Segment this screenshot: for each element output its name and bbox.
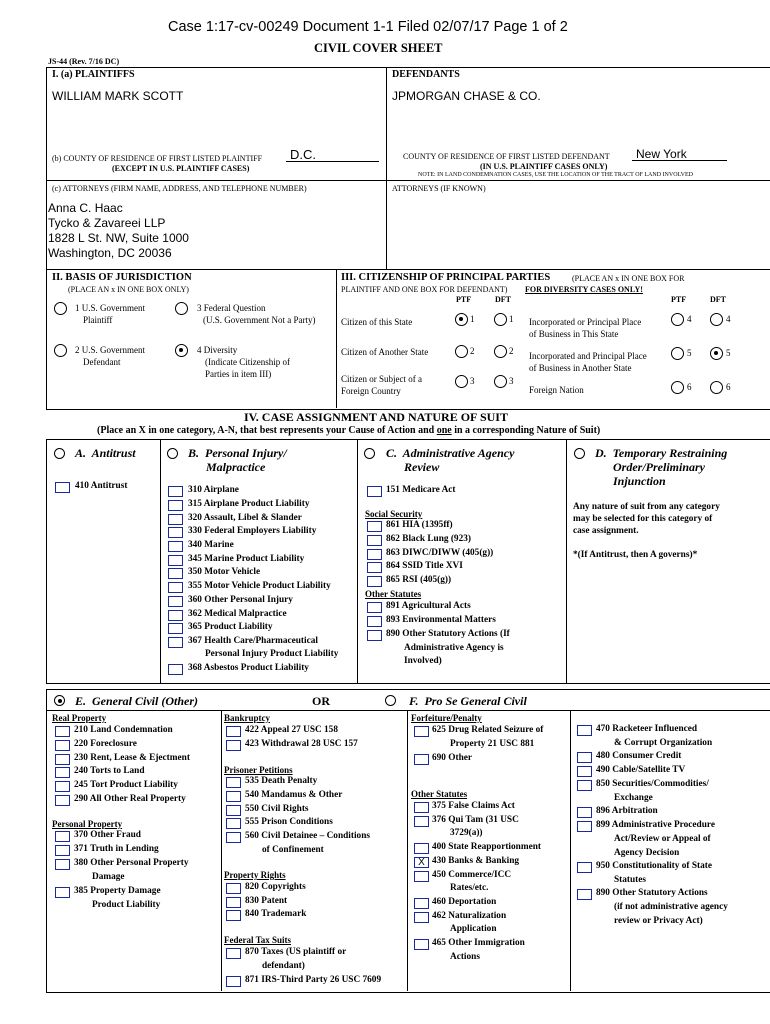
jurisdiction-title: II. BASIS OF JURISDICTION — [52, 272, 192, 283]
nos-label: Rates/etc. — [450, 883, 489, 893]
nos-label: 422 Appeal 27 USC 158 — [245, 725, 338, 735]
nos-label: 820 Copyrights — [245, 882, 306, 892]
nos-label: 555 Prison Conditions — [245, 817, 333, 827]
nos-label: Actions — [450, 952, 480, 962]
dft-header-2: DFT — [710, 295, 726, 304]
jurisdiction-option-3-sub: (U.S. Government Not a Party) — [203, 315, 316, 325]
nos-label: Involved) — [404, 656, 442, 666]
nos-checkbox[interactable] — [414, 939, 429, 950]
nos-checkbox[interactable] — [55, 831, 70, 842]
nos-checkbox[interactable] — [367, 549, 382, 560]
category-e-title: E. General Civil (Other) — [75, 694, 199, 708]
ptf-header: PTF — [456, 295, 472, 304]
real-property-heading: Real Property — [52, 713, 107, 723]
nos-label: 899 Administrative Procedure — [596, 820, 715, 830]
attorneys-label: (c) ATTORNEYS (FIRM NAME, ADDRESS, AND TELEPHONE NUMBER) — [52, 184, 307, 193]
nos-label: 423 Withdrawal 28 USC 157 — [245, 739, 358, 749]
nos-checkbox[interactable] — [414, 726, 429, 737]
attorney-line: Tycko & Zavareei LLP — [48, 216, 166, 230]
nos-label: & Corrupt Organization — [614, 738, 713, 748]
nos-checkbox[interactable] — [168, 637, 183, 648]
category-d-title-2: Order/Preliminary — [613, 460, 705, 474]
num-label: 1 — [509, 314, 514, 324]
nos-checkbox[interactable] — [226, 777, 241, 788]
nos-label: 230 Rent, Lease & Ejectment — [74, 753, 190, 763]
nos-label: 345 Marine Product Liability — [188, 554, 305, 564]
num-label: 3 — [509, 376, 514, 386]
nos-410-checkbox[interactable] — [55, 482, 70, 493]
category-a-title: A. Antitrust — [75, 446, 136, 460]
nos-label: 865 RSI (405(g)) — [386, 575, 452, 585]
col-divider — [570, 710, 571, 991]
category-d-text: Any nature of suit from any category — [573, 502, 720, 512]
plaintiff-county-label: (b) COUNTY OF RESIDENCE OF FIRST LISTED PLAINTIFF — [52, 154, 263, 163]
nos-checkbox[interactable]: X — [414, 857, 429, 868]
nos-label: Administrative Agency is — [404, 643, 504, 653]
jurisdiction-option-1-label: 1 U.S. Government — [75, 303, 145, 313]
nos-151-label: 151 Medicare Act — [386, 485, 456, 495]
col-divider — [221, 710, 222, 991]
nos-label: 840 Trademark — [245, 909, 307, 919]
nos-checkbox[interactable] — [414, 754, 429, 765]
nos-checkbox[interactable] — [414, 802, 429, 813]
nos-checkbox[interactable] — [226, 883, 241, 894]
num-label: 3 — [470, 376, 475, 386]
nos-label: 870 Taxes (US plaintiff or — [245, 947, 347, 957]
nos-label: 385 Property Damage — [74, 886, 161, 896]
col-divider — [566, 439, 567, 683]
num-label: 4 — [687, 314, 692, 324]
jurisdiction-option-1-sub: Plaintiff — [83, 315, 113, 325]
nos-checkbox[interactable] — [168, 596, 183, 607]
nos-label: 450 Commerce/ICC — [432, 870, 512, 880]
category-d-title-3: Injunction — [613, 474, 666, 488]
nos-label: Statutes — [614, 875, 647, 885]
num-label: 5 — [726, 348, 731, 358]
defendant-county-underline — [632, 160, 727, 161]
incorporated-another-state-sub: of Business in Another State — [529, 363, 632, 373]
case-assignment-instructions: (Place an X in one category, A-N, that best represents your Cause of Action and one in a corresponding Nature of Suit) — [97, 425, 601, 436]
nos-label: 950 Constitutionality of State — [596, 861, 712, 871]
col-divider — [357, 439, 358, 683]
incorporated-this-state-label: Incorporated or Principal Place — [529, 317, 642, 327]
nos-label: 890 Other Statutory Actions (If — [386, 629, 510, 639]
land-condemnation-note: NOTE: IN LAND CONDEMNATION CASES, USE THE LOCATION OF THE TRACT OF LAND INVOLVED — [418, 172, 694, 178]
nos-checkbox[interactable] — [226, 832, 241, 843]
jurisdiction-option-3-label: 3 Federal Question — [197, 303, 266, 313]
nos-checkbox[interactable] — [55, 767, 70, 778]
form-title: CIVIL COVER SHEET — [314, 41, 443, 55]
nos-label: 830 Patent — [245, 896, 288, 906]
jurisdiction-subtitle: (PLACE AN x IN ONE BOX ONLY) — [68, 285, 189, 294]
incorporated-this-state-dft-radio[interactable] — [710, 313, 723, 326]
nos-checkbox[interactable] — [168, 623, 183, 634]
num-label: 4 — [726, 314, 731, 324]
category-f-title: F. Pro Se General Civil — [409, 694, 527, 708]
nos-label: 320 Assault, Libel & Slander — [188, 513, 302, 523]
citizen-this-state-label: Citizen of this State — [341, 317, 413, 327]
foreign-nation-dft-radio[interactable] — [710, 381, 723, 394]
plaintiff-county-note: (EXCEPT IN U.S. PLAINTIFF CASES) — [112, 164, 250, 173]
nos-checkbox[interactable] — [367, 630, 382, 641]
nos-label: 430 Banks & Banking — [432, 856, 520, 866]
nos-checkbox[interactable] — [226, 805, 241, 816]
nos-checkbox[interactable] — [367, 616, 382, 627]
num-label: 2 — [470, 346, 475, 356]
nos-checkbox[interactable] — [55, 754, 70, 765]
nos-checkbox[interactable] — [367, 562, 382, 573]
diversity-only-note: FOR DIVERSITY CASES ONLY! — [525, 285, 643, 294]
nos-checkbox[interactable] — [168, 514, 183, 525]
nos-checkbox[interactable] — [55, 726, 70, 737]
nos-checkbox[interactable] — [577, 889, 592, 900]
col-divider — [407, 710, 408, 991]
category-b-radio[interactable] — [167, 448, 178, 459]
nos-checkbox[interactable] — [577, 821, 592, 832]
nos-label: 893 Environmental Matters — [386, 615, 496, 625]
nos-label: Property 21 USC 881 — [450, 739, 535, 749]
property-rights-heading: Property Rights — [224, 870, 286, 880]
nos-label: defendant) — [262, 961, 305, 971]
bankruptcy-heading: Bankruptcy — [224, 713, 271, 723]
nos-label: Product Liability — [92, 900, 161, 910]
attorney-line: 1828 L St. NW, Suite 1000 — [48, 231, 189, 245]
attorneys-known-label: ATTORNEYS (IF KNOWN) — [392, 184, 486, 193]
nos-checkbox[interactable] — [55, 781, 70, 792]
nos-checkbox[interactable] — [168, 582, 183, 593]
nos-checkbox[interactable] — [226, 740, 241, 751]
nos-label: 315 Airplane Product Liability — [188, 499, 310, 509]
nos-checkbox[interactable] — [414, 816, 429, 827]
jurisdiction-option-4-sub: (Indicate Citizenship of — [205, 357, 290, 367]
plaintiff-name[interactable]: WILLIAM MARK SCOTT — [52, 89, 184, 103]
nos-checkbox[interactable] — [577, 807, 592, 818]
nos-checkbox[interactable] — [226, 948, 241, 959]
nos-checkbox[interactable] — [414, 898, 429, 909]
nos-label: 368 Asbestos Product Liability — [188, 663, 309, 673]
citizen-another-state-label: Citizen of Another State — [341, 347, 429, 357]
jurisdiction-option-3-radio[interactable] — [175, 302, 188, 315]
jurisdiction-option-4-radio-selected[interactable] — [175, 344, 188, 357]
nos-checkbox[interactable] — [577, 862, 592, 873]
nos-label: 871 IRS-Third Party 26 USC 7609 — [245, 975, 382, 985]
nos-label: 861 HIA (1395ff) — [386, 520, 453, 530]
nos-label: 540 Mandamus & Other — [245, 790, 343, 800]
citizen-foreign-sub: Foreign Country — [341, 386, 401, 396]
nos-label: Act/Review or Appeal of — [614, 834, 711, 844]
citizenship-title-note: (PLACE AN x IN ONE BOX FOR — [572, 274, 685, 283]
citizen-foreign-ptf-radio[interactable] — [455, 375, 468, 388]
nos-label: 462 Naturalization — [432, 911, 507, 921]
num-label: 6 — [726, 382, 731, 392]
category-d-text: may be selected for this category of — [573, 514, 713, 524]
jurisdiction-option-4-sub2: Parties in item III) — [205, 369, 272, 379]
nos-label: 470 Racketeer Influenced — [596, 724, 698, 734]
incorporated-this-state-ptf-radio[interactable] — [671, 313, 684, 326]
nos-label: 365 Product Liability — [188, 622, 273, 632]
attorney-line: Anna C. Haac — [48, 201, 123, 215]
nos-checkbox[interactable] — [168, 486, 183, 497]
num-label: 6 — [687, 382, 692, 392]
forfeiture-penalty-heading: Forfeiture/Penalty — [411, 713, 482, 723]
plaintiff-county-value[interactable]: D.C. — [290, 147, 316, 162]
category-d-radio[interactable] — [574, 448, 585, 459]
category-d-title: D. Temporary Restraining — [595, 446, 728, 460]
jurisdiction-option-2-sub: Defendant — [83, 357, 121, 367]
nos-label: 850 Securities/Commodities/ — [596, 779, 709, 789]
form-id: JS-44 (Rev. 7/16 DC) — [48, 57, 120, 66]
category-b-title-2: Malpractice — [206, 460, 266, 474]
case-assignment-title: IV. CASE ASSIGNMENT AND NATURE OF SUIT — [244, 410, 508, 424]
nos-checkbox[interactable] — [226, 726, 241, 737]
nos-label: Exchange — [614, 793, 653, 803]
col-divider — [160, 439, 161, 683]
category-a-radio[interactable] — [54, 448, 65, 459]
nos-label: 371 Truth in Lending — [74, 844, 159, 854]
nos-checkbox[interactable] — [226, 818, 241, 829]
nos-label: review or Privacy Act) — [614, 916, 703, 926]
nos-label: 690 Other — [432, 753, 473, 763]
other-statutes-heading: Other Statutes — [411, 789, 468, 799]
jurisdiction-option-2-label: 2 U.S. Government — [75, 345, 145, 355]
federal-tax-suits-heading: Federal Tax Suits — [224, 935, 292, 945]
nos-checkbox[interactable] — [168, 568, 183, 579]
nos-checkbox[interactable] — [55, 887, 70, 898]
citizenship-subtitle: PLAINTIFF AND ONE BOX FOR DEFENDANT) — [341, 285, 508, 294]
category-b-title: B. Personal Injury/ — [188, 446, 287, 460]
nos-checkbox[interactable] — [168, 664, 183, 675]
jurisdiction-option-1-radio[interactable] — [54, 302, 67, 315]
citizen-another-state-ptf-radio[interactable] — [455, 345, 468, 358]
nos-checkbox[interactable] — [367, 535, 382, 546]
nos-label: 864 SSID Title XVI — [386, 561, 463, 571]
nos-checkbox[interactable] — [577, 780, 592, 791]
other-statutes-c-heading: Other Statutes — [365, 589, 422, 599]
nos-label: 550 Civil Rights — [245, 804, 309, 814]
nos-checkbox[interactable] — [414, 843, 429, 854]
nos-label: 330 Federal Employers Liability — [188, 526, 317, 536]
nos-label: 460 Deportation — [432, 897, 497, 907]
plaintiff-county-underline — [286, 161, 379, 162]
nos-checkbox[interactable] — [168, 541, 183, 552]
nos-checkbox[interactable] — [367, 521, 382, 532]
nos-checkbox[interactable] — [55, 845, 70, 856]
incorporated-another-state-ptf-radio[interactable] — [671, 347, 684, 360]
nos-label: 535 Death Penalty — [245, 776, 318, 786]
incorporated-another-state-label: Incorporated and Principal Place — [529, 351, 647, 361]
defendants-label: DEFENDANTS — [392, 69, 460, 80]
nos-label: of Confinement — [262, 845, 324, 855]
nos-label: 340 Marine — [188, 540, 234, 550]
nos-checkbox[interactable] — [414, 871, 429, 882]
nos-label: 370 Other Fraud — [74, 830, 141, 840]
nos-checkbox[interactable] — [414, 912, 429, 923]
social-security-heading: Social Security — [365, 509, 423, 519]
nos-checkbox[interactable] — [577, 766, 592, 777]
nos-checkbox[interactable] — [367, 576, 382, 587]
nos-label: 376 Qui Tam (31 USC — [432, 815, 519, 825]
defendant-county-value[interactable]: New York — [636, 147, 687, 161]
incorporated-another-state-dft-radio-selected[interactable] — [710, 347, 723, 360]
personal-property-heading: Personal Property — [52, 819, 123, 829]
nos-checkbox[interactable] — [226, 910, 241, 921]
nos-label: 220 Foreclosure — [74, 739, 137, 749]
nos-151-checkbox[interactable] — [367, 486, 382, 497]
num-label: 5 — [687, 348, 692, 358]
nos-label: 891 Agricultural Acts — [386, 601, 471, 611]
nos-410-label: 410 Antitrust — [75, 481, 128, 491]
citizen-another-state-dft-radio[interactable] — [494, 345, 507, 358]
jurisdiction-divider — [336, 269, 337, 408]
jurisdiction-option-4-label: 4 Diversity — [197, 345, 238, 355]
nos-checkbox[interactable] — [226, 791, 241, 802]
jurisdiction-option-2-radio[interactable] — [54, 344, 67, 357]
nos-label: 560 Civil Detainee – Conditions — [245, 831, 370, 841]
nos-checkbox[interactable] — [367, 602, 382, 613]
nos-label: 210 Land Condemnation — [74, 725, 173, 735]
ef-header-divider — [46, 710, 770, 711]
defendant-county-label: COUNTY OF RESIDENCE OF FIRST LISTED DEFENDANT — [403, 152, 610, 161]
nos-checkbox[interactable] — [226, 897, 241, 908]
nos-label: 362 Medical Malpractice — [188, 609, 287, 619]
nos-label: 490 Cable/Satellite TV — [596, 765, 686, 775]
nos-checkbox[interactable] — [226, 976, 241, 987]
category-e-radio-selected[interactable] — [54, 695, 65, 706]
jurisdiction-top-divider — [46, 269, 770, 270]
nos-label: 400 State Reapportionment — [432, 842, 541, 852]
nos-label: 240 Torts to Land — [74, 766, 145, 776]
nos-label: 375 False Claims Act — [432, 801, 515, 811]
defendant-county-note: (IN U.S. PLAINTIFF CASES ONLY) — [480, 162, 608, 171]
category-c-radio[interactable] — [364, 448, 375, 459]
foreign-nation-label: Foreign Nation — [529, 385, 584, 395]
nos-label: 465 Other Immigration — [432, 938, 525, 948]
or-separator: OR — [312, 694, 330, 708]
ptf-header-2: PTF — [671, 295, 687, 304]
nos-label: (if not administrative agency — [614, 902, 728, 912]
category-c-title-2: Review — [404, 460, 440, 474]
plaintiffs-label: I. (a) PLAINTIFFS — [52, 69, 135, 80]
foreign-nation-ptf-radio[interactable] — [671, 381, 684, 394]
defendant-name[interactable]: JPMORGAN CHASE & CO. — [392, 89, 541, 103]
nos-checkbox[interactable] — [55, 740, 70, 751]
citizen-this-state-ptf-radio-selected[interactable] — [455, 313, 468, 326]
category-f-radio[interactable] — [385, 695, 396, 706]
nos-label: Application — [450, 924, 497, 934]
case-header-line: Case 1:17-cv-00249 Document 1-1 Filed 02/07/17 Page 1 of 2 — [168, 19, 568, 35]
nos-label: 310 Airplane — [188, 485, 239, 495]
nos-checkbox[interactable] — [55, 795, 70, 806]
nos-checkbox[interactable] — [55, 859, 70, 870]
nos-label: 360 Other Personal Injury — [188, 595, 293, 605]
nos-checkbox[interactable] — [577, 725, 592, 736]
nos-checkbox[interactable] — [168, 527, 183, 538]
prisoner-petitions-heading: Prisoner Petitions — [224, 765, 293, 775]
nos-label: 380 Other Personal Property — [74, 858, 189, 868]
category-d-text: case assignment. — [573, 526, 639, 536]
citizen-foreign-label: Citizen or Subject of a — [341, 374, 422, 384]
dft-header: DFT — [495, 295, 511, 304]
nos-label: 863 DIWC/DIWW (405(g)) — [386, 548, 494, 558]
parties-divider — [386, 67, 387, 269]
nos-label: 355 Motor Vehicle Product Liability — [188, 581, 331, 591]
nos-label: 862 Black Lung (923) — [386, 534, 471, 544]
nos-checkbox[interactable] — [168, 610, 183, 621]
nos-checkbox[interactable] — [577, 752, 592, 763]
nos-checkbox[interactable] — [168, 500, 183, 511]
nos-label: 625 Drug Related Seizure of — [432, 725, 544, 735]
nos-label: Damage — [92, 872, 125, 882]
nos-label: Personal Injury Product Liability — [205, 649, 339, 659]
num-label: 2 — [509, 346, 514, 356]
nos-label: 367 Health Care/Pharmaceutical — [188, 636, 318, 646]
nos-label: 896 Arbitration — [596, 806, 658, 816]
category-c-title: C. Administrative Agency — [386, 446, 515, 460]
nos-checkbox[interactable] — [168, 555, 183, 566]
nos-label: 290 All Other Real Property — [74, 794, 186, 804]
category-d-note: *(If Antitrust, then A governs)* — [573, 550, 698, 560]
nos-label: 245 Tort Product Liability — [74, 780, 178, 790]
nos-label: 890 Other Statutory Actions — [596, 888, 708, 898]
nos-label: 3729(a)) — [450, 828, 483, 838]
nos-label: 350 Motor Vehicle — [188, 567, 261, 577]
incorporated-this-state-sub: of Business in This State — [529, 329, 619, 339]
citizen-this-state-dft-radio[interactable] — [494, 313, 507, 326]
attorneys-top-divider — [46, 180, 770, 181]
attorney-line: Washington, DC 20036 — [48, 246, 172, 260]
citizenship-title: III. CITIZENSHIP OF PRINCIPAL PARTIES — [341, 272, 551, 283]
num-label: 1 — [470, 314, 475, 324]
nos-label: Agency Decision — [614, 848, 680, 858]
citizen-foreign-dft-radio[interactable] — [494, 375, 507, 388]
nos-label: 480 Consumer Credit — [596, 751, 682, 761]
